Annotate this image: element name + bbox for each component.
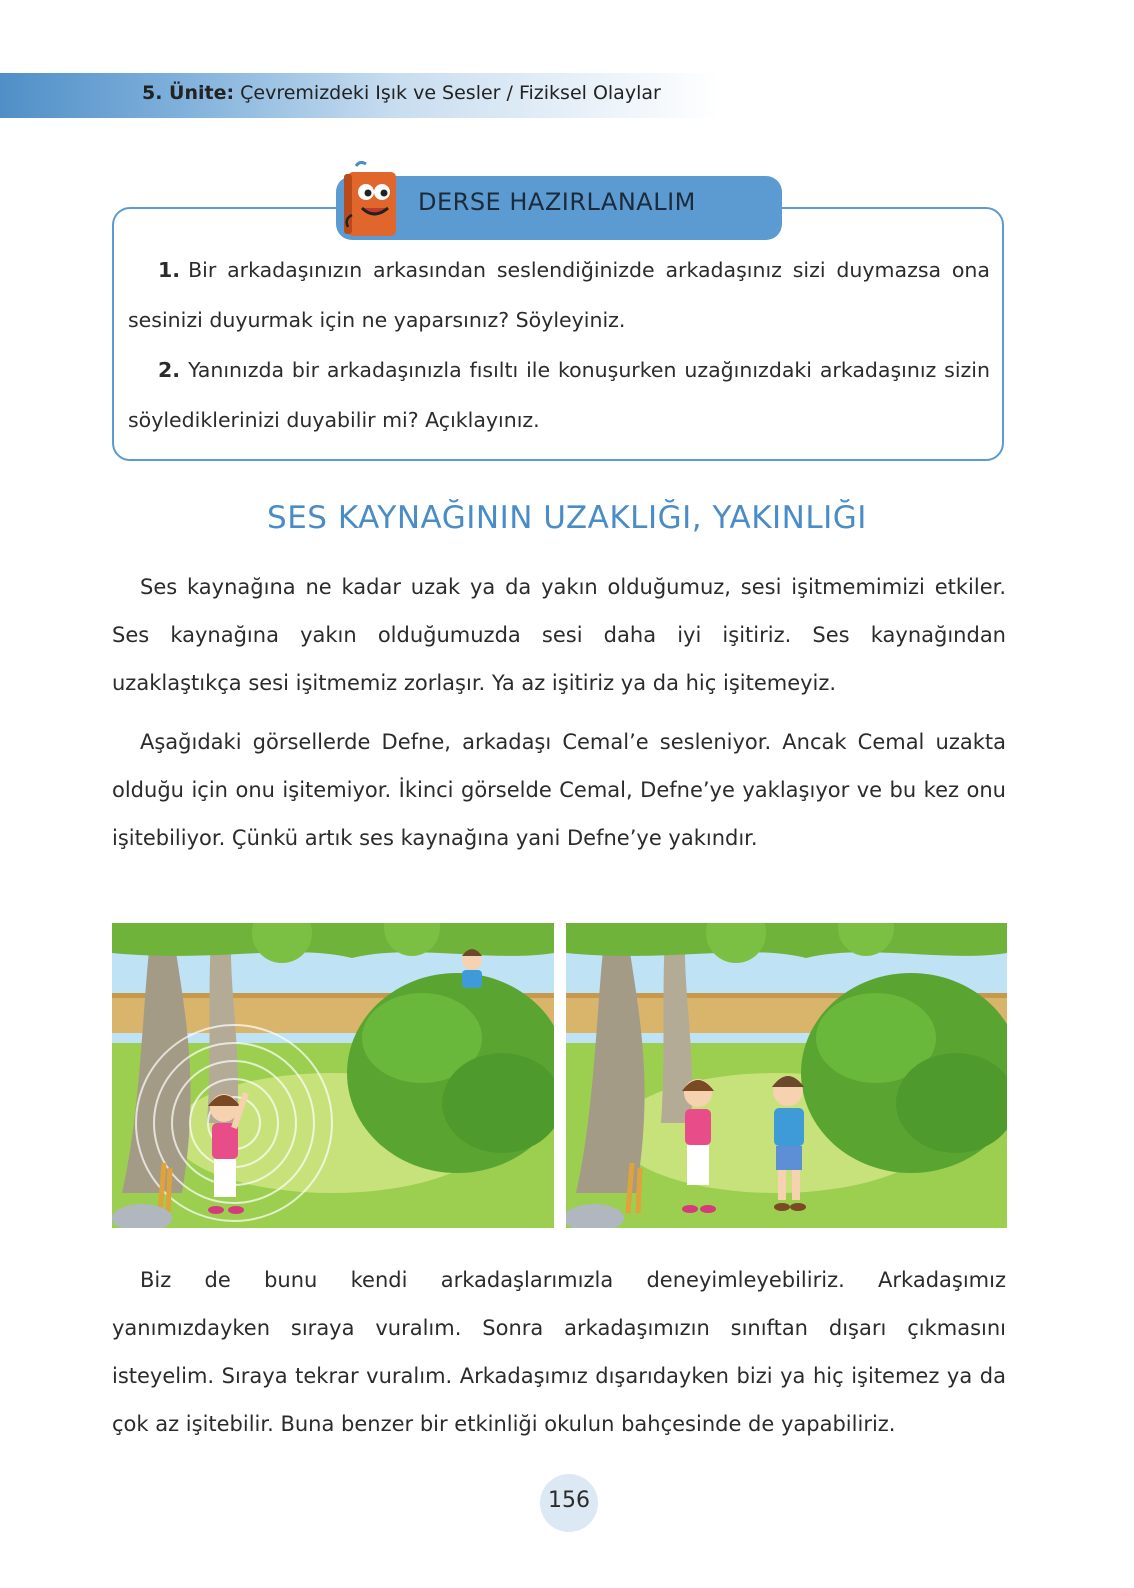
scene-near: [566, 923, 1007, 1228]
question-1-number: 1.: [158, 258, 181, 282]
scene-far: [112, 923, 554, 1228]
paragraph-2: Aşağıdaki görsellerde Defne, arkadaşı Cemal’e sesleniyor. Ancak Cemal uzakta olduğu için onu işitemiyor. İkinci görselde Cemal, Defne’ye yaklaşıyor ve bu kez onu işitebiliyor. Çünkü artık ses kaynağına yani Defne’ye yakındır.: [112, 730, 1006, 850]
unit-label: 5. Ünite:: [142, 82, 235, 104]
question-1-text: Bir arkadaşınızın arkasından seslendiğinizde arkadaşınız sizi duymazsa ona sesinizi duyurmak için ne yaparsınız? Söyleyiniz.: [128, 258, 990, 332]
book-mascot-icon: [338, 160, 408, 240]
question-2-text: Yanınızda bir arkadaşınızla fısıltı ile konuşurken uzağınızdaki arkadaşınız sizin söylediklerinizi duyabilir mi? Açıklayınız.: [128, 358, 990, 432]
prep-title: DERSE HAZIRLANALIM: [418, 188, 696, 216]
paragraph-1: Ses kaynağına ne kadar uzak ya da yakın olduğumuz, sesi işitmemimizi etkiler. Ses kaynağına yakın olduğumuzda sesi daha iyi işitiriz. Ses kaynağından uzaklaştıkça sesi işitmemiz zorlaşır. Ya az işitiriz ya da hiç işitemeyiz.: [112, 575, 1006, 695]
page-number: 156: [548, 1488, 590, 1513]
question-1: [128, 245, 990, 345]
unit-header: [142, 82, 661, 104]
paragraph-3: Biz de bunu kendi arkadaşlarımızla deneyimleyebiliriz. Arkadaşımız yanımızdayken sıraya vuralım. Sonra arkadaşımızın sınıftan dışarı çıkmasını isteyelim. Sıraya tekrar vuralım. Arkadaşımız dışarıdayken bizi ya hiç işitemez ya da çok az işitebilir. Buna benzer bir etkinliği okulun bahçesinde de yapabiliriz.: [112, 1268, 1006, 1436]
question-2: [128, 345, 990, 445]
question-2-number: 2.: [158, 358, 181, 382]
unit-title: Çevremizdeki Işık ve Sesler / Fiziksel Olaylar: [240, 82, 661, 104]
section-title: SES KAYNAĞININ UZAKLIĞI, YAKINLIĞI: [267, 500, 867, 536]
